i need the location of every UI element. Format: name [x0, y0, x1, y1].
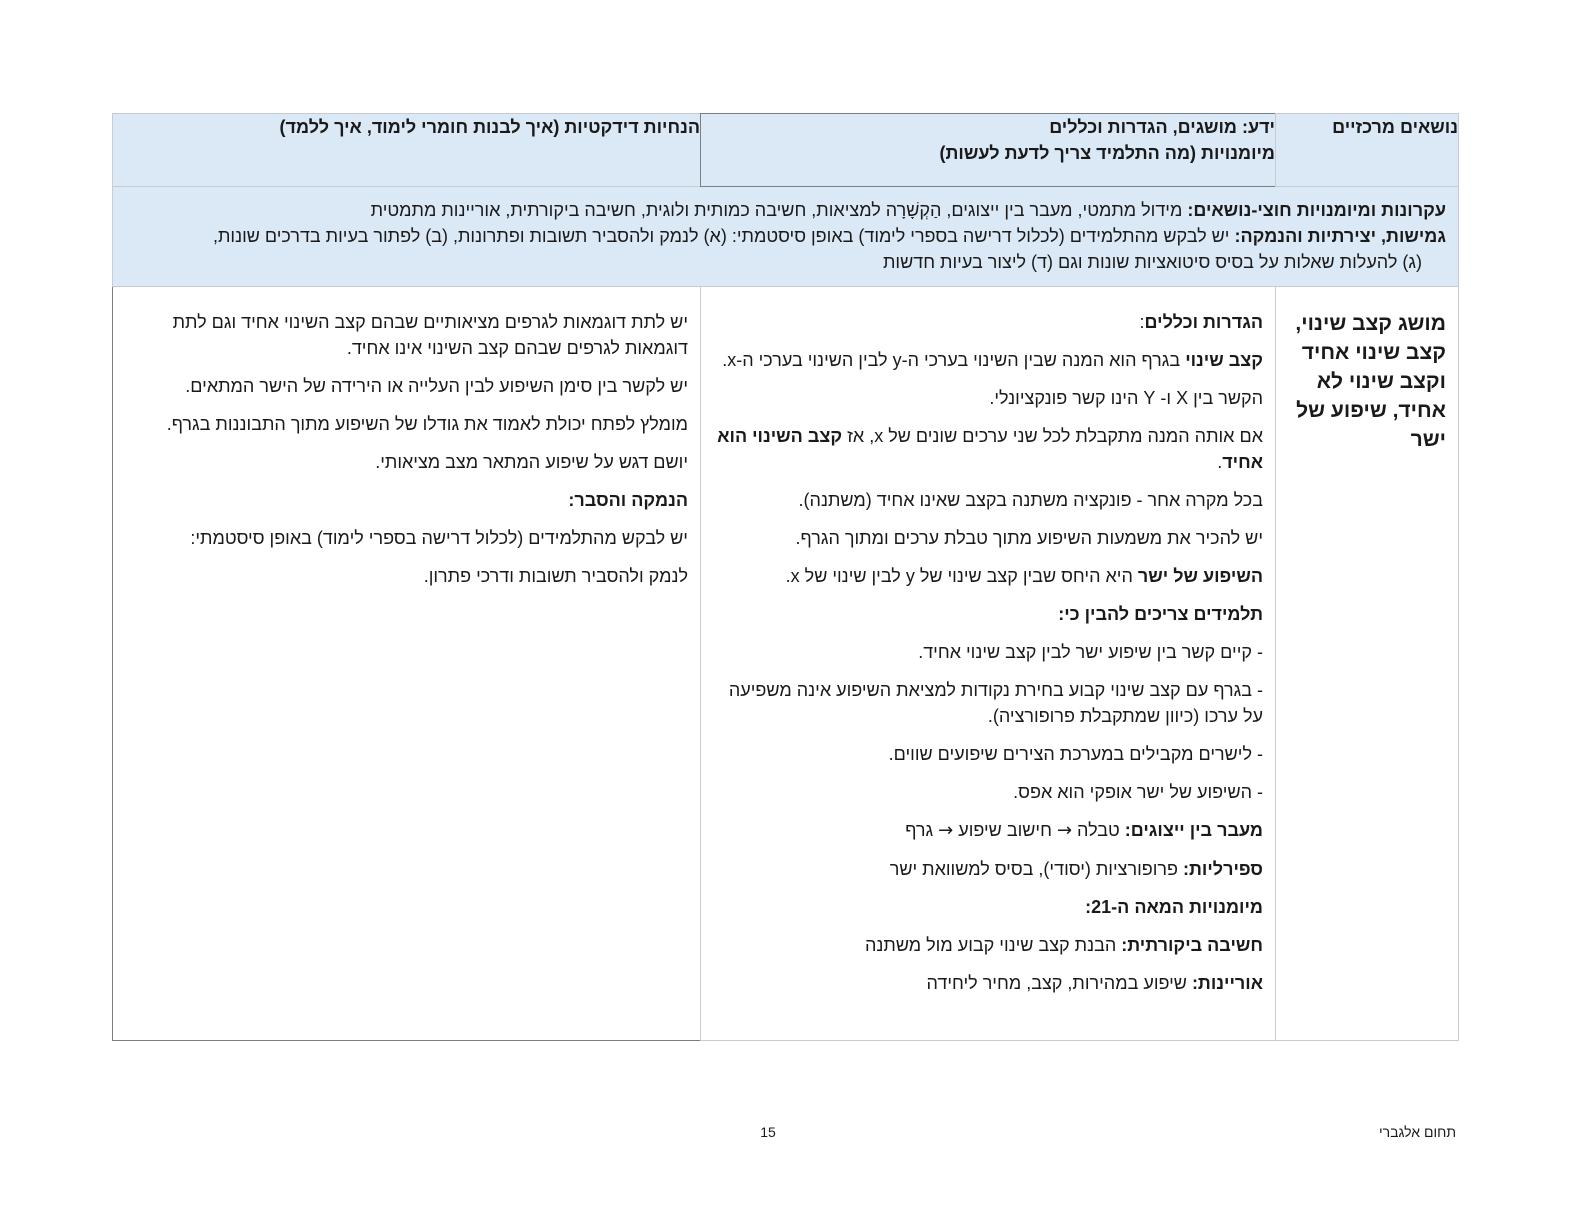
uniform-text: אם אותה המנה מתקבלת לכל שני ערכים שונים של x, אז: [842, 426, 1263, 446]
reasoning-heading: [125, 487, 688, 513]
rate-definition: [713, 347, 1263, 373]
repr-label: מעבר בין ייצוגים:: [1124, 820, 1263, 840]
cross-flexibility-label: גמישות, יצירתיות והנמקה:: [1234, 226, 1446, 246]
header-knowledge-line2: מיומנויות (מה התלמיד צריך לדעת לעשות): [939, 143, 1275, 163]
knowledge-cell: [701, 287, 1276, 1041]
cross-row: [113, 187, 1459, 287]
header-didactic-label: הנחיות דידקטיות (איך לבנות חומרי לימוד, איך ללמד): [279, 117, 700, 137]
cross-flexibility-text: יש לבקש מהתלמידים (לכלול דרישה בספרי לימוד) באופן סיסטמתי: (א) לנמק ולהסביר תשובות ופתרונות, (ב) לפתור בעיות בדרכים שונות,: [212, 226, 1235, 246]
header-topics-label: נושאים מרכזיים: [1332, 117, 1458, 137]
cross-line1: [125, 197, 1446, 223]
repr-table: טבלה: [1072, 820, 1125, 840]
literacy-label: אוריינות:: [1191, 973, 1263, 993]
header-row: [113, 114, 1459, 187]
cross-line2: [125, 223, 1446, 249]
repr-graph: גרף: [905, 820, 939, 840]
topic-title: מושג קצב שינוי, קצב שינוי אחיד וקצב שינוי לא אחיד, שיפוע של ישר: [1295, 312, 1446, 451]
understanding-item-2: - בגרף עם קצב שינוי קבוע בחירת נקודות למציאת השיפוע אינה משפיעה על ערכו (כיוון שמתקבלת פרופורציה).: [728, 680, 1263, 726]
header-knowledge-line1: ידע: מושגים, הגדרות וכללים: [1049, 117, 1275, 137]
defs-colon: :: [1139, 312, 1145, 332]
cross-line3: (ג) להעלות שאלות על בסיס סיטואציות שונות וגם (ד) ליצור בעיות חדשות: [882, 252, 1422, 272]
literacy-text: שיפוע במהירות, קצב, מחיר ליחידה: [926, 973, 1192, 993]
uniform-rate: [713, 423, 1263, 475]
slope-definition: [713, 563, 1263, 589]
header-didactic: [113, 114, 701, 187]
rate-text: בגרף הוא המנה שבין השינוי בערכי ה-y לבין השינוי בערכי ה-x.: [722, 350, 1186, 370]
skills21-title: מיומנויות המאה ה-21:: [1085, 897, 1263, 917]
header-topics: [1276, 114, 1459, 187]
didactic-cell: [113, 287, 701, 1041]
didactic-p5: יש לבקש מהתלמידים (לכלול דרישה בספרי לימוד) באופן סיסטמתי:: [190, 528, 688, 548]
uniform-end: .: [1217, 452, 1223, 472]
understanding-item-4: - השיפוע של ישר אופקי הוא אפס.: [1013, 782, 1263, 802]
didactic-p3: מומלץ לפתח יכולת לאמוד את גודלו של השיפוע מתוך התבוננות בגרף.: [166, 414, 688, 434]
repr-slope: חישוב שיפוע: [953, 820, 1057, 840]
footer-domain: תחום אלגברי: [1379, 1124, 1456, 1140]
slope-text: היא היחס שבין קצב שינוי של y לבין שינוי של x.: [785, 566, 1138, 586]
didactic-p2: יש לקשר בין סימן השיפוע לבין העלייה או הירידה של הישר המתאים.: [185, 376, 688, 396]
topic-cell: [1276, 287, 1459, 1041]
spiral: [713, 856, 1263, 882]
defs-heading: [713, 309, 1263, 335]
students-heading: [713, 601, 1263, 627]
spiral-label: ספירליות:: [1183, 859, 1263, 879]
uniform-term: קצב השינוי הוא אחיד: [717, 426, 1263, 472]
cross-principles-text: מידול מתמטי, מעבר בין ייצוגים, הַקְשָׁרָה למציאות, חשיבה כמותית ולוגית, חשיבה ביקורתית, אוריינות מתמטית: [370, 200, 1188, 220]
rate-term: קצב שינוי: [1185, 350, 1263, 370]
literacy: [713, 970, 1263, 996]
reasoning-title: הנמקה והסבר:: [568, 490, 688, 510]
skills21-heading: [713, 894, 1263, 920]
critical-label: חשיבה ביקורתית:: [1121, 935, 1263, 955]
understanding-item-3: - לישרים מקבילים במערכת הצירים שיפועים שווים.: [888, 744, 1263, 764]
header-knowledge: [701, 114, 1276, 187]
spiral-text: פרופורציות (יסודי), בסיס למשוואת ישר: [889, 859, 1183, 879]
other-case: בכל מקרה אחר - פונקציה משתנה בקצב שאינו אחיד (משתנה).: [798, 490, 1263, 510]
understanding-item-1: - קיים קשר בין שיפוע ישר לבין קצב שינוי אחיד.: [918, 642, 1263, 662]
cross-topics-cell: [113, 187, 1459, 287]
representations: [713, 817, 1263, 844]
page-number: 15: [760, 1124, 776, 1140]
didactic-p6: לנמק ולהסביר תשובות ודרכי פתרון.: [423, 566, 688, 586]
critical-text: הבנת קצב שינוי קבוע מול משתנה: [864, 935, 1122, 955]
arrow-icon: →: [1056, 820, 1073, 841]
slope-term: השיפוע של ישר: [1137, 566, 1263, 586]
defs-title: הגדרות וכללים: [1144, 312, 1263, 332]
content-row: [113, 287, 1459, 1041]
students-title: תלמידים צריכים להבין כי:: [1058, 604, 1263, 624]
didactic-p4: יושם דגש על שיפוע המתאר מצב מציאותי.: [375, 452, 688, 472]
recognize-slope: יש להכיר את משמעות השיפוע מתוך טבלת ערכים ומתוך הגרף.: [795, 528, 1263, 548]
cross-principles-label: עקרונות ומיומנויות חוצי-נושאים:: [1187, 200, 1446, 220]
arrow-icon: →: [938, 820, 954, 841]
critical-thinking: [713, 932, 1263, 958]
functional-relation: הקשר בין X ו- Y הינו קשר פונקציונלי.: [989, 388, 1263, 408]
curriculum-table: [112, 113, 1459, 1041]
didactic-p1: יש לתת דוגמאות לגרפים מציאותיים שבהם קצב השינוי אחיד וגם לתת דוגמאות לגרפים שבהם קצב השינוי אינו אחיד.: [172, 312, 688, 358]
